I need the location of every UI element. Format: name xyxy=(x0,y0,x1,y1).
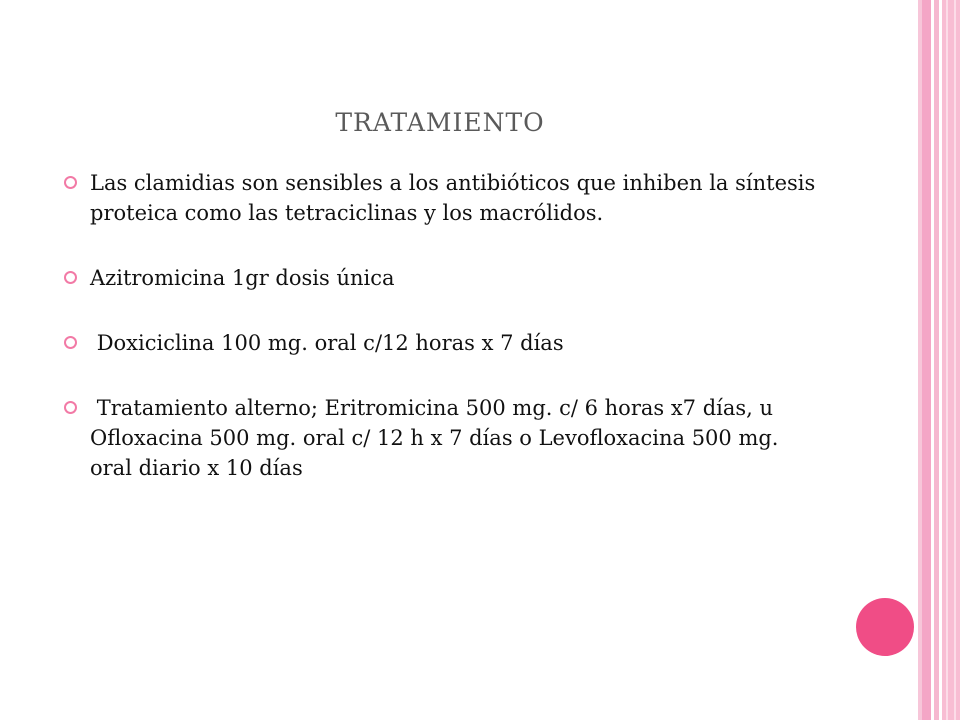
bullet-text: Tratamiento alterno; Eritromicina 500 mg. c/ 6 horas x7 días, u Ofloxacina 500 mg. oral c/ 12 h x 7 días o Levofloxacina 500 mg. oral diario x 10 días xyxy=(90,396,786,480)
list-item xyxy=(62,168,822,228)
decorative-stripe xyxy=(954,0,956,720)
list-item xyxy=(62,263,822,293)
bullet-text: Doxiciclina 100 mg. oral c/12 horas x 7 días xyxy=(90,331,564,355)
bullet-text: Azitromicina 1gr dosis única xyxy=(90,266,395,290)
slide-title: TRATAMIENTO xyxy=(335,108,545,137)
ring-bullet-icon xyxy=(64,401,77,414)
bullet-list xyxy=(62,168,822,483)
ring-bullet-icon xyxy=(64,336,77,349)
list-item xyxy=(62,393,822,483)
ring-bullet-icon xyxy=(64,271,77,284)
decorative-stripe xyxy=(922,0,931,720)
bullet-text: Las clamidias son sensibles a los antibióticos que inhiben la síntesis proteica como las tetraciclinas y los macrólidos. xyxy=(90,171,816,225)
decorative-stripe xyxy=(946,0,948,720)
ring-bullet-icon xyxy=(64,176,77,189)
decorative-stripe xyxy=(942,0,960,720)
list-item xyxy=(62,328,822,358)
decorative-circle-icon xyxy=(856,598,914,656)
